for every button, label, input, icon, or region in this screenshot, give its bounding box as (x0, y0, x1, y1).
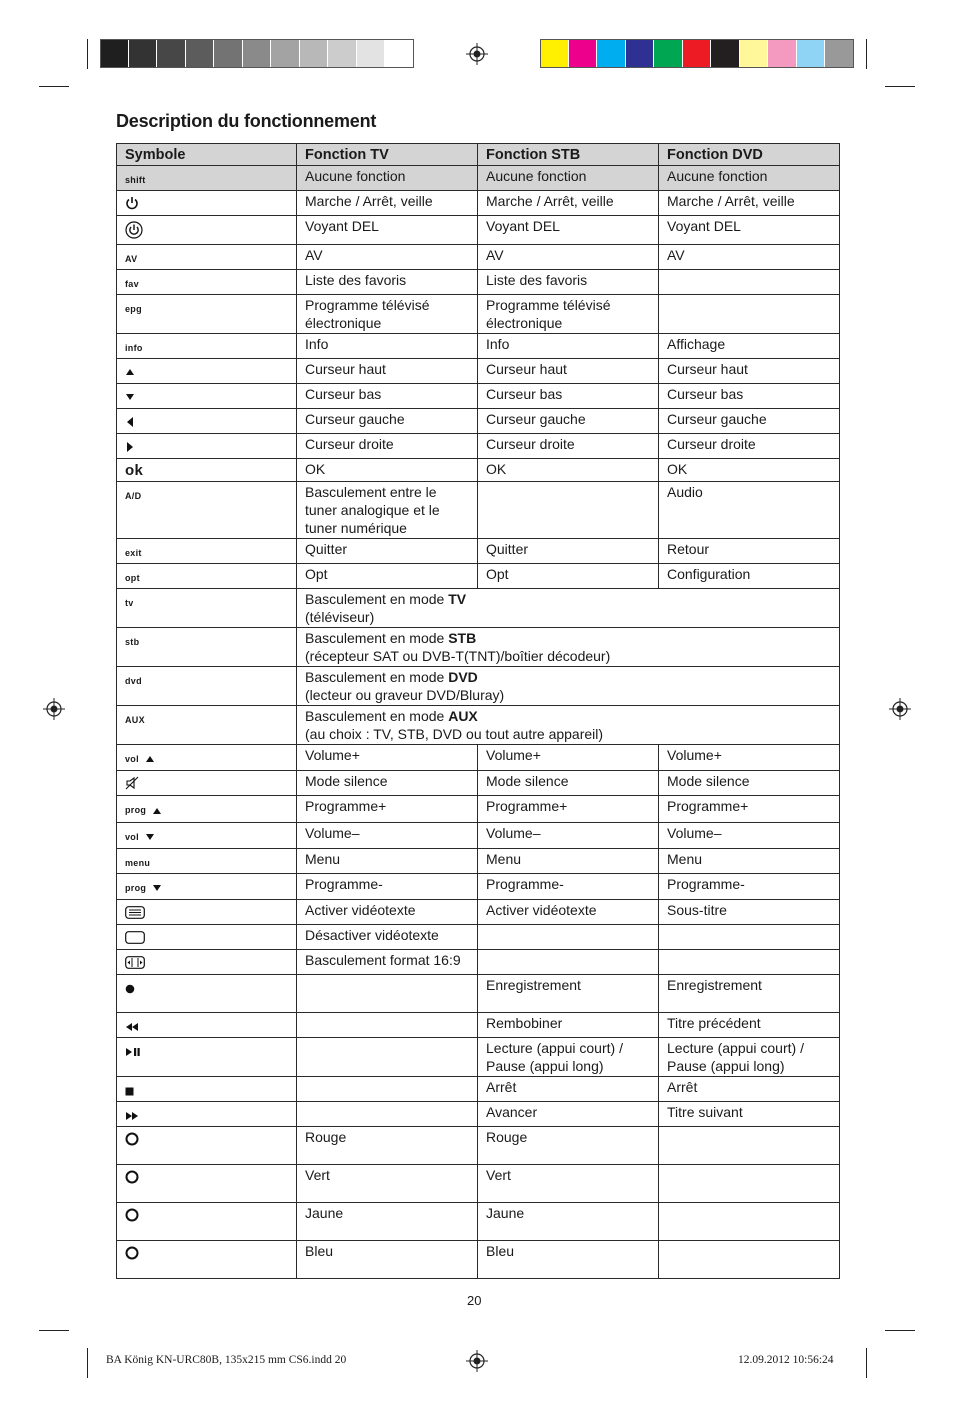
function-dvd-cell: Arrêt (659, 1077, 840, 1102)
function-stb-cell: Bleu (478, 1241, 659, 1279)
function-stb-cell (478, 925, 659, 950)
function-dvd-cell: Lecture (appui court) / Pause (appui long) (659, 1038, 840, 1077)
table-row (117, 539, 840, 564)
arrow-up-icon (152, 803, 162, 821)
rewind-icon (125, 1018, 139, 1036)
symbol-cell (117, 1038, 297, 1077)
blue-button-icon (125, 1246, 139, 1264)
symbol-cell (117, 359, 297, 384)
mode-detail: (lecteur ou graveur DVD/Bluray) (305, 687, 505, 703)
symbol-cell (117, 848, 297, 873)
function-dvd-cell: Curseur gauche (659, 409, 840, 434)
crop-mark (87, 1348, 88, 1378)
header-stb: Fonction STB (478, 144, 659, 166)
symbol-cell (117, 796, 297, 822)
function-stb-cell: Vert (478, 1165, 659, 1203)
page-title: Description du fonctionnement (116, 111, 377, 131)
mode-text: Basculement en mode (305, 708, 449, 724)
function-tv-cell: Activer vidéotexte (297, 900, 478, 925)
symbol-cell (117, 771, 297, 796)
function-tv-cell: Bleu (297, 1241, 478, 1279)
teletext-on-icon (125, 905, 145, 923)
tv-label: tv (125, 598, 134, 608)
table-row (117, 796, 840, 822)
opt-label: opt (125, 573, 140, 583)
color-calibration-bar (540, 39, 854, 68)
symbol-cell (117, 1127, 297, 1165)
epg-label: epg (125, 304, 142, 314)
exit-label: exit (125, 548, 142, 558)
function-stb-cell: OK (478, 459, 659, 482)
mode-description-cell (297, 589, 840, 628)
registration-mark-icon (43, 698, 65, 720)
cursor-down-icon (125, 389, 135, 407)
table-row (117, 459, 840, 482)
color-bar-frame (100, 39, 414, 68)
function-tv-cell: Marche / Arrêt, veille (297, 191, 478, 216)
symbol-cell (117, 900, 297, 925)
mode-name: STB (448, 630, 477, 646)
function-tv-cell: AV (297, 245, 478, 270)
function-tv-cell (297, 1077, 478, 1102)
symbol-cell (117, 950, 297, 975)
page-number: 20 (467, 1293, 482, 1308)
symbol-cell (117, 667, 297, 706)
function-dvd-cell (659, 1127, 840, 1165)
function-stb-cell: Volume– (478, 822, 659, 848)
mode-text: Basculement en mode (305, 591, 449, 607)
table-row (117, 191, 840, 216)
table-row (117, 1077, 840, 1102)
symbol-cell (117, 628, 297, 667)
function-stb-cell: Rouge (478, 1127, 659, 1165)
function-stb-cell: Programme+ (478, 796, 659, 822)
function-tv-cell (297, 1038, 478, 1077)
symbol-cell (117, 434, 297, 459)
header-dvd: Fonction DVD (659, 144, 840, 166)
symbol-cell (117, 873, 297, 899)
function-tv-cell: Rouge (297, 1127, 478, 1165)
table-row (117, 216, 840, 245)
function-stb-cell: Info (478, 334, 659, 359)
table-row (117, 706, 840, 745)
function-dvd-cell (659, 925, 840, 950)
symbol-cell (117, 1165, 297, 1203)
symbol-cell (117, 822, 297, 848)
table-row (117, 771, 840, 796)
function-stb-cell: AV (478, 245, 659, 270)
table-row (117, 295, 840, 334)
dvd-label: dvd (125, 676, 142, 686)
green-button-icon (125, 1170, 139, 1188)
function-dvd-cell: Affichage (659, 334, 840, 359)
mode-name: TV (448, 591, 467, 607)
function-stb-cell: Activer vidéotexte (478, 900, 659, 925)
symbol-cell (117, 384, 297, 409)
function-dvd-cell: Mode silence (659, 771, 840, 796)
symbol-cell (117, 409, 297, 434)
ok-label: ok (125, 462, 144, 479)
function-dvd-cell: Curseur haut (659, 359, 840, 384)
symbol-cell (117, 482, 297, 539)
table-row (117, 848, 840, 873)
table-row (117, 745, 840, 771)
play-pause-icon (125, 1043, 141, 1061)
table-row (117, 925, 840, 950)
function-tv-cell: Programme- (297, 873, 478, 899)
mode-detail: (téléviseur) (305, 609, 375, 625)
table-row (117, 334, 840, 359)
function-dvd-cell: Volume+ (659, 745, 840, 771)
function-stb-cell: Lecture (appui court) / Pause (appui long) (478, 1038, 659, 1077)
table-row (117, 245, 840, 270)
table-row (117, 873, 840, 899)
crop-mark (885, 86, 915, 87)
table-row (117, 1241, 840, 1279)
function-stb-cell: Voyant DEL (478, 216, 659, 245)
symbol-cell (117, 1077, 297, 1102)
function-tv-cell: Basculement format 16:9 (297, 950, 478, 975)
table-row (117, 482, 840, 539)
table-row (117, 434, 840, 459)
table-row (117, 1203, 840, 1241)
header-tv: Fonction TV (297, 144, 478, 166)
function-tv-cell: Jaune (297, 1203, 478, 1241)
table-row (117, 384, 840, 409)
function-dvd-cell: Sous-titre (659, 900, 840, 925)
function-dvd-cell: Enregistrement (659, 975, 840, 1013)
function-tv-cell: Quitter (297, 539, 478, 564)
cursor-up-icon (125, 364, 135, 382)
crop-mark (866, 1348, 867, 1378)
function-dvd-cell: Programme+ (659, 796, 840, 822)
function-dvd-cell: Titre précédent (659, 1013, 840, 1038)
registration-mark-icon (889, 698, 911, 720)
record-icon (125, 980, 135, 998)
function-stb-cell: Mode silence (478, 771, 659, 796)
function-dvd-cell: Curseur droite (659, 434, 840, 459)
function-dvd-cell: Voyant DEL (659, 216, 840, 245)
mode-text: Basculement en mode (305, 630, 449, 646)
vol-down-icon: vol (125, 831, 139, 842)
function-dvd-cell: AV (659, 245, 840, 270)
prog-down-icon: prog (125, 882, 147, 893)
mode-description-cell (297, 706, 840, 745)
mute-icon (125, 776, 139, 794)
info-label: info (125, 343, 143, 353)
function-stb-cell: Marche / Arrêt, veille (478, 191, 659, 216)
symbol-cell (117, 166, 297, 191)
function-tv-cell: Volume+ (297, 745, 478, 771)
function-dvd-cell: Titre suivant (659, 1102, 840, 1127)
table-row (117, 1013, 840, 1038)
symbol-cell (117, 191, 297, 216)
function-stb-cell: Aucune fonction (478, 166, 659, 191)
function-tv-cell: Curseur droite (297, 434, 478, 459)
function-dvd-cell: Configuration (659, 564, 840, 589)
mode-detail: (récepteur SAT ou DVB-T(TNT)/boîtier décodeur) (305, 648, 611, 664)
menu-label: menu (125, 857, 151, 868)
function-stb-cell: Liste des favoris (478, 270, 659, 295)
registration-mark-icon (466, 1350, 488, 1372)
registration-mark-icon (466, 43, 488, 65)
function-tv-cell: Opt (297, 564, 478, 589)
function-tv-cell: Menu (297, 848, 478, 873)
symbol-cell (117, 975, 297, 1013)
function-stb-cell: Curseur droite (478, 434, 659, 459)
symbol-cell (117, 1203, 297, 1241)
function-tv-cell: Désactiver vidéotexte (297, 925, 478, 950)
function-table (116, 143, 840, 1279)
function-tv-cell: Aucune fonction (297, 166, 478, 191)
table-row (117, 409, 840, 434)
function-tv-cell (297, 1102, 478, 1127)
cursor-left-icon (125, 414, 135, 432)
function-stb-cell: Menu (478, 848, 659, 873)
function-stb-cell: Avancer (478, 1102, 659, 1127)
arrow-up-icon (145, 751, 155, 769)
crop-mark (87, 39, 88, 69)
function-tv-cell: Programme+ (297, 796, 478, 822)
crop-mark (39, 86, 69, 87)
mode-name: DVD (448, 669, 478, 685)
symbol-cell (117, 216, 297, 245)
gray-scale-bar (100, 39, 414, 68)
function-stb-cell: Rembobiner (478, 1013, 659, 1038)
function-dvd-cell (659, 1241, 840, 1279)
crop-mark (885, 1330, 915, 1331)
function-tv-cell: Programme télévisé électronique (297, 295, 478, 334)
function-tv-cell: Volume– (297, 822, 478, 848)
function-dvd-cell: Marche / Arrêt, veille (659, 191, 840, 216)
symbol-cell (117, 589, 297, 628)
function-stb-cell (478, 950, 659, 975)
function-tv-cell: Mode silence (297, 771, 478, 796)
table-row (117, 1127, 840, 1165)
symbol-cell (117, 925, 297, 950)
fast-forward-icon (125, 1107, 139, 1125)
symbol-cell (117, 745, 297, 771)
function-stb-cell: Curseur haut (478, 359, 659, 384)
function-tv-cell: Liste des favoris (297, 270, 478, 295)
function-tv-cell: Basculement entre le tuner analogique et le tuner numérique (297, 482, 478, 539)
fav-label: fav (125, 279, 139, 289)
function-tv-cell: Curseur haut (297, 359, 478, 384)
symbol-cell (117, 1013, 297, 1038)
color-bar-frame (540, 39, 854, 68)
function-dvd-cell (659, 1165, 840, 1203)
function-stb-cell: Arrêt (478, 1077, 659, 1102)
table-row (117, 628, 840, 667)
power-icon (125, 196, 139, 214)
table-row (117, 564, 840, 589)
aux-label: AUX (125, 715, 145, 725)
symbol-cell (117, 1241, 297, 1279)
function-stb-cell: Programme télévisé électronique (478, 295, 659, 334)
function-stb-cell: Volume+ (478, 745, 659, 771)
function-dvd-cell: Audio (659, 482, 840, 539)
table-row (117, 359, 840, 384)
table-row (117, 950, 840, 975)
function-tv-cell: Curseur gauche (297, 409, 478, 434)
function-tv-cell: Curseur bas (297, 384, 478, 409)
function-stb-cell (478, 482, 659, 539)
function-stb-cell: Opt (478, 564, 659, 589)
ad-label: A/D (125, 491, 142, 501)
table-header-row (117, 144, 840, 166)
function-dvd-cell: OK (659, 459, 840, 482)
power-circle-icon (125, 221, 143, 243)
table-row (117, 1038, 840, 1077)
symbol-cell (117, 539, 297, 564)
symbol-cell (117, 1102, 297, 1127)
mode-detail: (au choix : TV, STB, DVD ou tout autre appareil) (305, 726, 604, 742)
crop-mark (39, 1330, 69, 1331)
function-stb-cell: Jaune (478, 1203, 659, 1241)
function-dvd-cell: Programme- (659, 873, 840, 899)
function-stb-cell: Curseur bas (478, 384, 659, 409)
function-tv-cell: OK (297, 459, 478, 482)
function-dvd-cell: Aucune fonction (659, 166, 840, 191)
red-button-icon (125, 1132, 139, 1150)
vol-up-icon: vol (125, 754, 139, 764)
function-tv-cell (297, 975, 478, 1013)
footer-date: 12.09.2012 10:56:24 (738, 1354, 834, 1366)
function-dvd-cell (659, 950, 840, 975)
symbol-cell (117, 334, 297, 359)
shift-label: shift (125, 175, 146, 185)
function-tv-cell: Vert (297, 1165, 478, 1203)
function-dvd-cell: Retour (659, 539, 840, 564)
function-tv-cell: Voyant DEL (297, 216, 478, 245)
table-row (117, 1102, 840, 1127)
function-dvd-cell (659, 295, 840, 334)
table-row (117, 667, 840, 706)
mode-name: AUX (448, 708, 478, 724)
table-row (117, 166, 840, 191)
table-row (117, 900, 840, 925)
function-dvd-cell: Volume– (659, 822, 840, 848)
symbol-cell (117, 295, 297, 334)
symbol-cell (117, 706, 297, 745)
table-row (117, 270, 840, 295)
crop-mark (866, 39, 867, 69)
footer-file-info: BA König KN-URC80B, 135x215 mm CS6.indd 20 (106, 1354, 347, 1366)
stb-label: stb (125, 637, 140, 647)
header-symbol: Symbole (117, 144, 297, 166)
function-dvd-cell (659, 1203, 840, 1241)
arrow-down-icon (145, 829, 155, 847)
function-tv-cell: Info (297, 334, 478, 359)
symbol-cell (117, 564, 297, 589)
table-row (117, 822, 840, 848)
function-stb-cell: Enregistrement (478, 975, 659, 1013)
table-row (117, 589, 840, 628)
symbol-cell (117, 245, 297, 270)
mode-description-cell (297, 628, 840, 667)
function-dvd-cell (659, 270, 840, 295)
teletext-off-icon (125, 930, 145, 948)
symbol-cell (117, 270, 297, 295)
function-stb-cell: Programme- (478, 873, 659, 899)
table-row (117, 975, 840, 1013)
stop-icon (125, 1082, 134, 1100)
prog-up-icon: prog (125, 805, 147, 816)
yellow-button-icon (125, 1208, 139, 1226)
format-169-icon (125, 955, 145, 973)
arrow-down-icon (152, 880, 162, 898)
function-stb-cell: Quitter (478, 539, 659, 564)
function-dvd-cell: Curseur bas (659, 384, 840, 409)
table-row (117, 1165, 840, 1203)
symbol-cell (117, 459, 297, 482)
function-dvd-cell: Menu (659, 848, 840, 873)
function-tv-cell (297, 1013, 478, 1038)
function-stb-cell: Curseur gauche (478, 409, 659, 434)
mode-description-cell (297, 667, 840, 706)
mode-text: Basculement en mode (305, 669, 449, 685)
av-label: AV (125, 254, 138, 264)
cursor-right-icon (125, 439, 135, 457)
